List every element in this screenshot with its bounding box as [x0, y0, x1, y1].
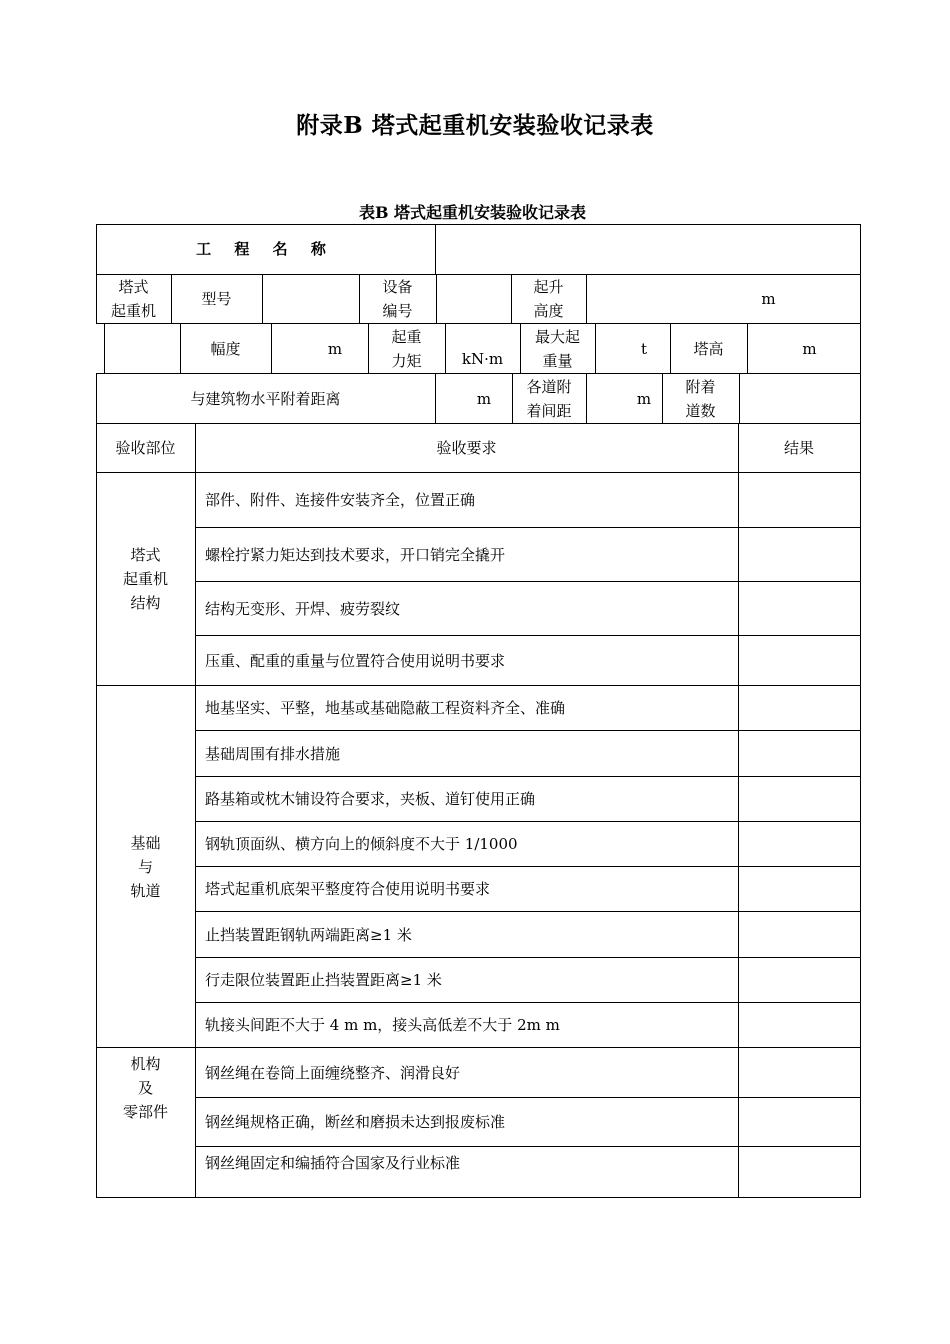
max-load-unit: t [640, 339, 648, 358]
requirement-item: 钢丝绳在卷筒上面缠绕整齐、润滑良好 [205, 1063, 461, 1082]
lift-height-label: 起升 高度 [533, 278, 564, 320]
requirement-item: 钢轨顶面纵、横方向上的倾斜度不大于 1/1000 [205, 835, 518, 853]
divider [738, 423, 739, 1198]
model-label: 型号 [201, 290, 232, 308]
requirement-item: 钢丝绳规格正确，断丝和磨损未达到报废标准 [205, 1113, 506, 1131]
table-caption: 表B 塔式起重机安装验收记录表 [358, 203, 587, 222]
max-load-label: 最大起 重量 [534, 327, 580, 370]
attach-distance-unit: m [476, 389, 492, 408]
divider [436, 274, 437, 324]
requirement-item: 止挡装置距钢轨两端距离≥1 米 [205, 925, 412, 944]
requirement-item: 地基坚实、平整，地基或基础隐蔽工程资料齐全、准确 [205, 699, 566, 717]
tower-height-unit: m [802, 339, 817, 358]
requirement-item: 基础周围有排水措施 [205, 744, 341, 763]
attach-distance-label: 与建筑物水平附着距离 [190, 389, 341, 408]
requirement-item: 路基箱或枕木铺设符合要求，夹板、道钉使用正确 [205, 790, 536, 808]
requirement-item: 轨接头间距不大于 4 m m，接头高低差不大于 2m m [205, 1016, 560, 1034]
section-name-mechanism: 机构 及 零部件 [122, 1055, 168, 1121]
requirement-item: 结构无变形、开焊、疲劳裂纹 [205, 599, 401, 618]
requirement-item: 压重、配重的重量与位置符合使用说明书要求 [205, 651, 506, 670]
requirement-item: 螺栓拧紧力矩达到技术要求，开口销完全撬开 [205, 545, 506, 564]
section-name-foundation: 基础 与 轨道 [130, 833, 161, 900]
column-header-result: 结果 [783, 439, 814, 457]
section-name-structure: 塔式 起重机 结构 [122, 546, 168, 612]
divider [739, 373, 740, 424]
attach-count-label: 附着 道数 [685, 377, 716, 420]
tower-height-label: 塔高 [693, 339, 724, 358]
amplitude-label: 幅度 [210, 339, 241, 358]
page-title: 附录B 塔式起重机安装验收记录表 [296, 112, 654, 139]
project-name-label: 工 程 名 称 [196, 240, 335, 258]
requirement-item: 部件、附件、连接件安装齐全，位置正确 [205, 491, 476, 509]
moment-unit: kN·m [461, 349, 504, 368]
moment-label: 起重 力矩 [391, 327, 422, 370]
crane-label: 塔式 起重机 [110, 278, 156, 320]
lift-height-unit: m [761, 290, 776, 308]
divider [262, 274, 263, 324]
equip-no-label: 设备 编号 [382, 278, 413, 320]
column-header-requirement: 验收要求 [436, 439, 497, 457]
attach-spacing-label: 各道附 着间距 [526, 377, 572, 420]
requirement-item: 钢丝绳固定和编插符合国家及行业标准 [205, 1154, 461, 1172]
amplitude-unit: m [327, 339, 343, 358]
column-header-part: 验收部位 [115, 439, 176, 457]
attach-spacing-unit: m [636, 389, 652, 408]
requirement-item: 行走限位装置距止挡装置距离≥1 米 [205, 971, 442, 989]
project-name-value[interactable] [436, 224, 860, 274]
requirement-item: 塔式起重机底架平整度符合使用说明书要求 [205, 880, 491, 898]
